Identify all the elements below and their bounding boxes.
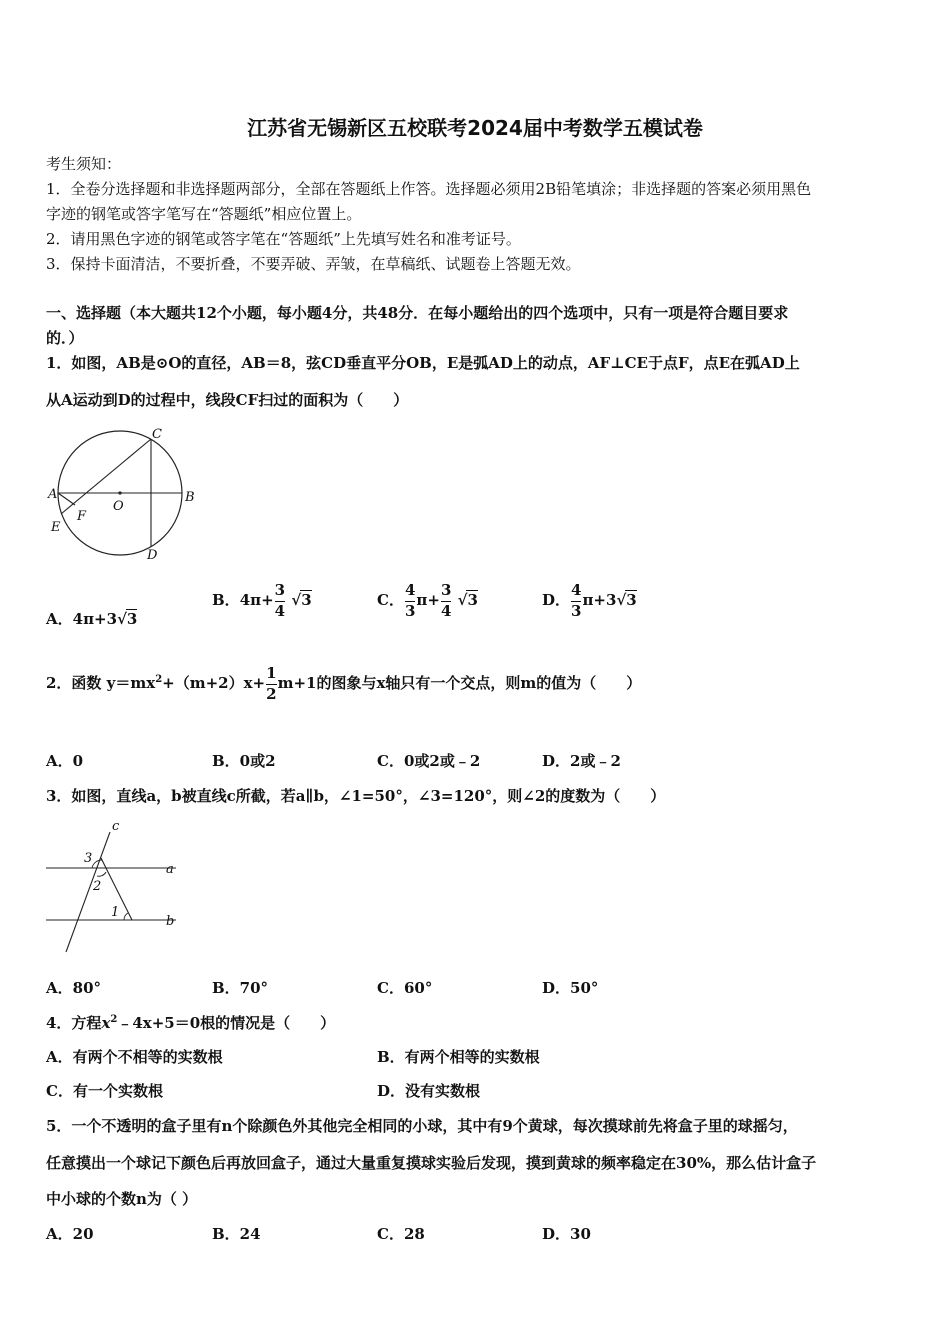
q1-option-c: C． $\frac{4}{3}$ π+ $\frac{3}{4}$ √3 (377, 581, 478, 620)
label-b: B (185, 490, 195, 505)
q2-option-d: D．2或﹣2 (542, 752, 621, 770)
q3-option-d: D．50° (542, 979, 599, 997)
label-c: C (152, 427, 162, 442)
q3-option-c: C．60° (377, 979, 433, 997)
segment-af (58, 493, 75, 505)
q2-option-a: A．0 (46, 752, 84, 770)
notice-item: 2．请用黑色字迹的钢笔或答字笔在“答题纸”上先填写姓名和准考证号。 (46, 230, 521, 248)
q5-option-b: B．24 (212, 1225, 261, 1243)
q2-text: 2．函数 $y=mx^2+(m+2)x+$ $\frac{1}{2}$ m+1的图象与x轴只有一个交点，则m的值为（ ） (46, 664, 642, 703)
q1-circle-figure (44, 422, 204, 567)
page-title: 江苏省无锡新区五校联考2024届中考数学五模试卷 (247, 116, 703, 140)
q5-option-d: D．30 (542, 1225, 591, 1243)
section-heading: 一、选择题（本大题共12个小题，每小题4分，共48分．在每小题给出的四个选项中，只有一项是符合题目要求 (46, 304, 789, 322)
q1-option-d: D． $\frac{4}{3}$ π+3√3 (542, 581, 637, 620)
q1-option-a: A．4π+3√3 (46, 610, 138, 628)
label-e: E (51, 520, 61, 535)
q5-option-c: C．28 (377, 1225, 425, 1243)
notice-item: 1．全卷分选择题和非选择题两部分，全部在答题纸上作答。选择题必须用2B铅笔填涂；非选择题的答案必须用黑色 (46, 180, 812, 198)
label-3: 3 (84, 851, 93, 866)
label-a: a (166, 862, 174, 877)
angle-1-arc (124, 913, 128, 920)
q4-option-c: C．有一个实数根 (46, 1082, 163, 1100)
notice-item: 字迹的钢笔或答字笔写在“答题纸”相应位置上。 (46, 205, 362, 223)
q5-text: 任意摸出一个球记下颜色后再放回盒子，通过大量重复摸球实验后发现，摸到黄球的频率稳定在30%，那么估计盒子 (46, 1154, 817, 1172)
q5-text: 5．一个不透明的盒子里有n个除颜色外其他完全相同的小球，其中有9个黄球，每次摸球前先将盒子里的球摇匀， (46, 1117, 798, 1135)
q1-text: 1．如图，AB是⊙O的直径，AB＝8，弦CD垂直平分OB，E是弧AD上的动点，AF⊥CE于点F，点E在弧AD上 (46, 354, 800, 372)
section-heading-cont: 的．） (46, 329, 84, 347)
label-a: A (48, 487, 58, 502)
q4-option-b: B．有两个相等的实数根 (377, 1048, 540, 1066)
q3-text: 3．如图，直线a，b被直线c所截，若a∥b，∠1=50°，∠3=120°，则∠2的度数为（ ） (46, 787, 666, 805)
label-2: 2 (93, 879, 102, 894)
q4-option-a: A．有两个不相等的实数根 (46, 1048, 223, 1066)
q5-option-a: A．20 (46, 1225, 94, 1243)
center-o (118, 491, 121, 494)
label-b: b (166, 914, 175, 929)
q2-option-b: B．0或2 (212, 752, 276, 770)
label-f: F (77, 509, 87, 524)
q4-option-d: D．没有实数根 (377, 1082, 481, 1100)
q5-text: 中小球的个数n为（ ） (46, 1190, 198, 1208)
q4-text: 4．方程$x^2﹣4x+5=0$根的情况是（ ） (46, 1014, 336, 1032)
q3-parallel-lines-figure (44, 818, 184, 958)
label-c: c (112, 819, 120, 834)
label-d: D (147, 548, 158, 563)
notice-heading: 考生须知： (46, 155, 122, 173)
q1-option-b: B．4π+ $\frac{3}{4}$ √3 (212, 581, 312, 620)
notice-item: 3．保持卡面清洁，不要折叠，不要弄破、弄皱，在草稿纸、试题卷上答题无效。 (46, 255, 581, 273)
label-1: 1 (111, 905, 120, 920)
angle-2-arc (97, 872, 106, 876)
q3-option-b: B．70° (212, 979, 269, 997)
label-o: O (113, 499, 124, 514)
q2-option-c: C．0或2或﹣2 (377, 752, 481, 770)
q3-option-a: A．80° (46, 979, 102, 997)
q1-text: 从A运动到D的过程中，线段CF扫过的面积为（ ） (46, 391, 409, 409)
line-c (66, 832, 110, 952)
